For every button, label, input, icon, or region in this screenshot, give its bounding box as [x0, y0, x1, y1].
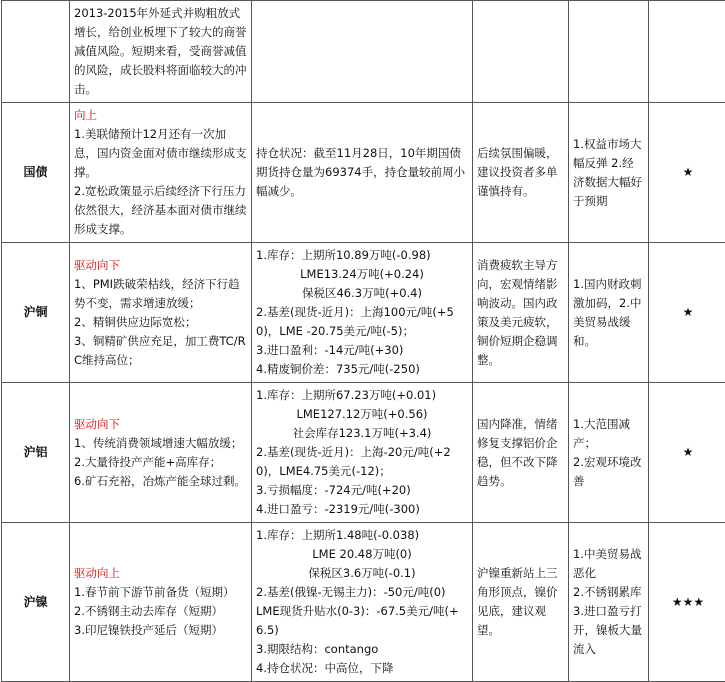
drivers-cell [70, 243, 252, 383]
variety-cell: 国债 [2, 103, 70, 243]
driver-text: 1、传统消费领域增速大幅放缓； [74, 434, 247, 453]
event-text: 2.宏观环境改善 [573, 453, 644, 491]
rating-cell [649, 1, 725, 103]
table-row [2, 243, 725, 383]
variety-cell [2, 1, 70, 103]
variety-cell: 沪铝 [2, 383, 70, 523]
data-text: LME127.12万吨(+0.56) [256, 405, 468, 424]
outlook-cell: 后续氛围偏暖，建议投资者多单谨慎持有。 [473, 103, 569, 243]
outlook-cell: 消费疲软主导方向，宏观情绪影响波动。国内政策及美元疲软，铜价短期企稳调整。 [473, 243, 569, 383]
data-text: LME 20.48万吨(0) [256, 545, 468, 564]
data-text: 1.库存：上期所10.89万吨(-0.98) [256, 246, 468, 265]
data-text: 4.精废铜价差：735元/吨(-250) [256, 360, 468, 379]
driver-text: 3、铜精矿供应充足，加工费TC/RC维持高位； [74, 332, 247, 370]
data-text: 4.持仓状况：中高位，下降 [256, 659, 468, 678]
drivers-cell [70, 383, 252, 523]
table-row [2, 1, 725, 103]
driver-text: 2.大量待投产产能+高库存； [74, 453, 247, 472]
variety-cell: 沪铜 [2, 243, 70, 383]
direction-label: 驱动向下 [74, 415, 247, 434]
outlook-cell [473, 1, 569, 103]
data-cell [252, 103, 473, 243]
outlook-cell: 沪镍重新站上三角形顶点，镍价见底，建议观望。 [473, 523, 569, 682]
driver-text: 2.宽松政策显示后续经济下行压力依然很大，经济基本面对债市继续形成支撑。 [74, 182, 247, 239]
table-row [2, 103, 725, 243]
driver-text: 2.不锈钢主动去库存（短期） [74, 602, 247, 621]
data-text: 2.基差(俄镍-无锡主力)：-50元/吨(0) [256, 583, 468, 602]
table-row [2, 523, 725, 682]
event-text: 1.中美贸易战恶化 [573, 545, 644, 583]
rating-cell: ★ [649, 243, 725, 383]
variety-cell: 沪镍 [2, 523, 70, 682]
drivers-cell [70, 1, 252, 103]
data-cell [252, 523, 473, 682]
commodity-outlook-table [1, 0, 725, 682]
rating-cell: ★ [649, 103, 725, 243]
data-text: 2.基差(现货-近月)：上海100元/吨(+50)，LME -20.75美元/吨(-5)； [256, 303, 468, 341]
driver-text: 2、精铜供应边际宽松； [74, 313, 247, 332]
driver-text: 1、PMI跌破荣枯线，经济下行趋势不变，需求增速放缓； [74, 275, 247, 313]
data-text: LME现货升贴水(0-3)：-67.5美元/吨(+6.5) [256, 602, 468, 640]
event-text: 1.权益市场大幅反弹 2.经济数据大幅好于预期 [573, 135, 644, 211]
direction-label: 驱动向下 [74, 256, 247, 275]
driver-text: 1.春节前下游节前备货（短期） [74, 583, 247, 602]
events-cell [569, 103, 649, 243]
drivers-cell [70, 103, 252, 243]
data-text: 社会库存123.1万吨(+3.4) [256, 424, 468, 443]
data-text: 3.亏损幅度：-724元/吨(+20) [256, 481, 468, 500]
data-cell [252, 383, 473, 523]
data-text: 2.基差(现货-近月)：上海-20元/吨(+20)，LME4.75美元(-12)； [256, 443, 468, 481]
data-text: 持仓状况：截至11月28日，10年期国债期货持仓量为69374手，持仓量较前周小幅减少。 [256, 144, 468, 201]
drivers-cell [70, 523, 252, 682]
rating-cell: ★ [649, 383, 725, 523]
data-text: LME13.24万吨(+0.24) [256, 265, 468, 284]
data-text: 保税区3.6万吨(-0.1) [256, 564, 468, 583]
data-text: 3.进口盈利：-14元/吨(+30) [256, 341, 468, 360]
table-row [2, 383, 725, 523]
events-cell [569, 523, 649, 682]
events-cell [569, 1, 649, 103]
data-text: 1.库存：上期所67.23万吨(+0.01) [256, 386, 468, 405]
data-cell [252, 243, 473, 383]
event-text: 3.进口盈亏打开，镍板大量流入 [573, 602, 644, 659]
data-text: 4.进口盈亏：-2319元/吨(-300) [256, 500, 468, 519]
events-cell [569, 243, 649, 383]
rating-cell: ★★★ [649, 523, 725, 682]
outlook-cell: 国内降准，情绪修复支撑铝价企稳，但不改下降趋势。 [473, 383, 569, 523]
events-cell [569, 383, 649, 523]
direction-label: 向上 [74, 106, 247, 125]
driver-text: 6.矿石充裕，冶炼产能全球过剩。 [74, 472, 247, 491]
driver-text: 3.印尼镍铁投产延后（短期） [74, 621, 247, 640]
driver-text: 2013-2015年外延式并购粗放式增长，给创业板埋下了较大的商誉减值风险。短期来看，受商誉减值的风险，成长股料将面临较大的冲击。 [74, 4, 247, 99]
direction-label: 驱动向上 [74, 564, 247, 583]
data-text: 保税区46.3万吨(+0.4) [256, 284, 468, 303]
data-text: 1.库存：上期所1.48吨(-0.038) [256, 526, 468, 545]
data-cell [252, 1, 473, 103]
event-text: 1.国内财政刺激加码，2.中美贸易战缓和。 [573, 275, 644, 351]
event-text: 1.大范围减产； [573, 415, 644, 453]
driver-text: 1.美联储预计12月还有一次加息，国内资金面对债市继续形成支撑。 [74, 125, 247, 182]
data-text: 3.期限结构：contango [256, 640, 468, 659]
event-text: 2.不锈钢累库 [573, 583, 644, 602]
